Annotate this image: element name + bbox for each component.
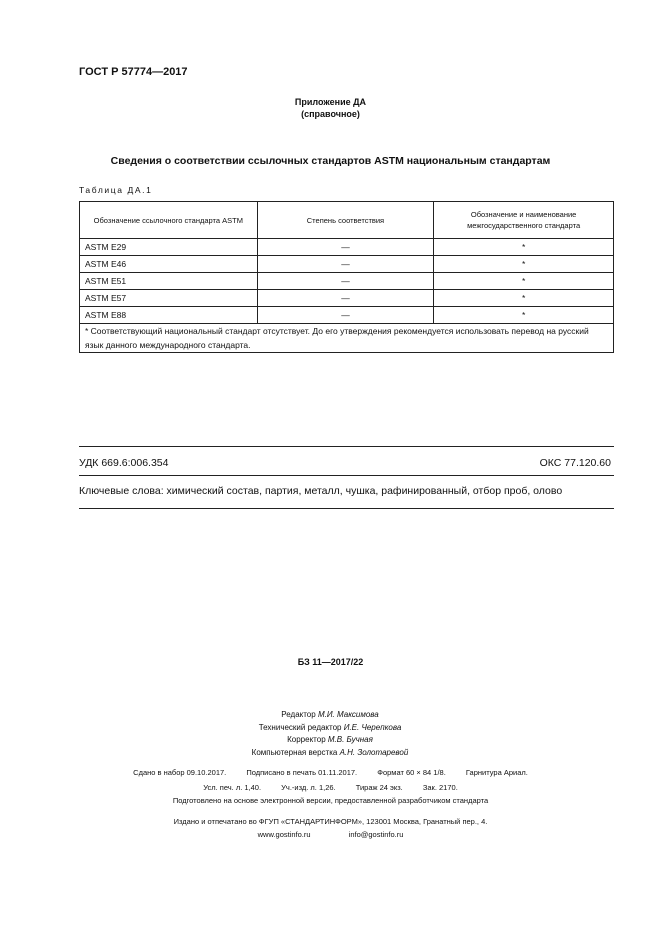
order-number: Зак. 2170. xyxy=(422,783,458,792)
paper-format: Формат 60 × 84 1/8. xyxy=(377,768,446,777)
publisher-contacts xyxy=(0,830,661,839)
table-footnote: * Соответствующий национальный стандарт отсутствует. До его утверждения рекомендуется использовать перевод на русский язык данного международного стандарта. xyxy=(80,324,614,353)
section-title: Сведения о соответствии ссылочных стандартов ASTM национальным стандартам xyxy=(110,155,551,167)
interstate-standard-cell: * xyxy=(434,307,614,324)
print-info-line1 xyxy=(0,768,661,777)
table-footnote-row xyxy=(80,324,614,353)
appendix-heading xyxy=(0,96,661,120)
interstate-standard-cell: * xyxy=(434,290,614,307)
credit-name: М.И. Максимова xyxy=(317,710,379,719)
oks-code: ОКС 77.120.60 xyxy=(539,457,611,469)
printed-sheets: Усл. печ. л. 1,40. xyxy=(203,783,262,792)
table-header-row xyxy=(80,202,614,239)
credit-editor xyxy=(200,709,460,722)
correspondence-cell: — xyxy=(257,239,434,256)
correspondence-cell: — xyxy=(257,290,434,307)
credit-name: И.Е. Черепкова xyxy=(343,722,402,732)
correspondence-table xyxy=(79,201,614,353)
print-run: Тираж 24 экз. xyxy=(355,783,403,792)
credit-name: М.В. Бучная xyxy=(327,735,373,744)
print-info-line2 xyxy=(0,783,661,792)
credit-role: Технический редактор xyxy=(258,722,342,732)
divider-top xyxy=(79,446,614,447)
table-caption: Таблица ДА.1 xyxy=(79,185,153,195)
table-row xyxy=(80,273,614,290)
table-row xyxy=(80,239,614,256)
email-link[interactable]: info@gostinfo.ru xyxy=(348,830,404,839)
correspondence-cell: — xyxy=(257,273,434,290)
reference-standard-cell: ASTM E29 xyxy=(80,239,258,256)
header-interstate-standard: Обозначение и наименование межгосударственного стандарта xyxy=(434,202,614,239)
credit-role: Редактор xyxy=(281,710,316,719)
divider-middle xyxy=(79,475,614,476)
appendix-type: (справочное) xyxy=(301,109,360,119)
sent-to-typeset: Сдано в набор 09.10.2017. xyxy=(133,768,227,777)
reference-standard-cell: ASTM E51 xyxy=(80,273,258,290)
divider-bottom xyxy=(79,508,614,509)
udc-code: УДК 669.6:006.354 xyxy=(79,457,169,469)
credits-block xyxy=(200,709,460,759)
reference-standard-cell: ASTM E57 xyxy=(80,290,258,307)
credit-role: Корректор xyxy=(287,735,326,744)
reference-standard-cell: ASTM E46 xyxy=(80,256,258,273)
interstate-standard-cell: * xyxy=(434,273,614,290)
reference-standard-cell: ASTM E88 xyxy=(80,307,258,324)
credit-layout xyxy=(200,747,460,760)
appendix-label: Приложение ДА xyxy=(294,97,367,107)
table-row xyxy=(80,307,614,324)
bz-number: БЗ 11—2017/22 xyxy=(297,657,364,667)
typeface: Гарнитура Ариал. xyxy=(465,768,528,777)
keywords: Ключевые слова: химический состав, партия, металл, чушка, рафинированный, отбор проб, олово xyxy=(79,485,563,497)
table-row xyxy=(80,256,614,273)
standard-id: ГОСТ Р 57774—2017 xyxy=(79,66,188,78)
credit-name: А.Н. Золотаревой xyxy=(339,747,409,757)
interstate-standard-cell: * xyxy=(434,256,614,273)
table-row xyxy=(80,290,614,307)
credit-proofreader xyxy=(200,734,460,747)
correspondence-cell: — xyxy=(257,256,434,273)
website-link[interactable]: www.gostinfo.ru xyxy=(257,830,311,839)
interstate-standard-cell: * xyxy=(434,239,614,256)
credit-tech-editor xyxy=(200,722,460,735)
header-reference-standard: Обозначение ссылочного стандарта ASTM xyxy=(80,202,258,239)
signed-to-print: Подписано в печать 01.11.2017. xyxy=(246,768,358,777)
credit-role: Компьютерная верстка xyxy=(251,747,338,757)
publisher-info: Издано и отпечатано во ФГУП «СТАНДАРТИНФОРМ», 123001 Москва, Гранатный пер., 4. xyxy=(173,817,488,826)
correspondence-cell: — xyxy=(257,307,434,324)
publisher-sheets: Уч.-изд. л. 1,26. xyxy=(281,783,336,792)
header-degree-of-correspondence: Степень соответствия xyxy=(257,202,434,239)
prepared-note: Подготовлено на основе электронной версии, предоставленной разработчиком стандарта xyxy=(172,796,489,805)
